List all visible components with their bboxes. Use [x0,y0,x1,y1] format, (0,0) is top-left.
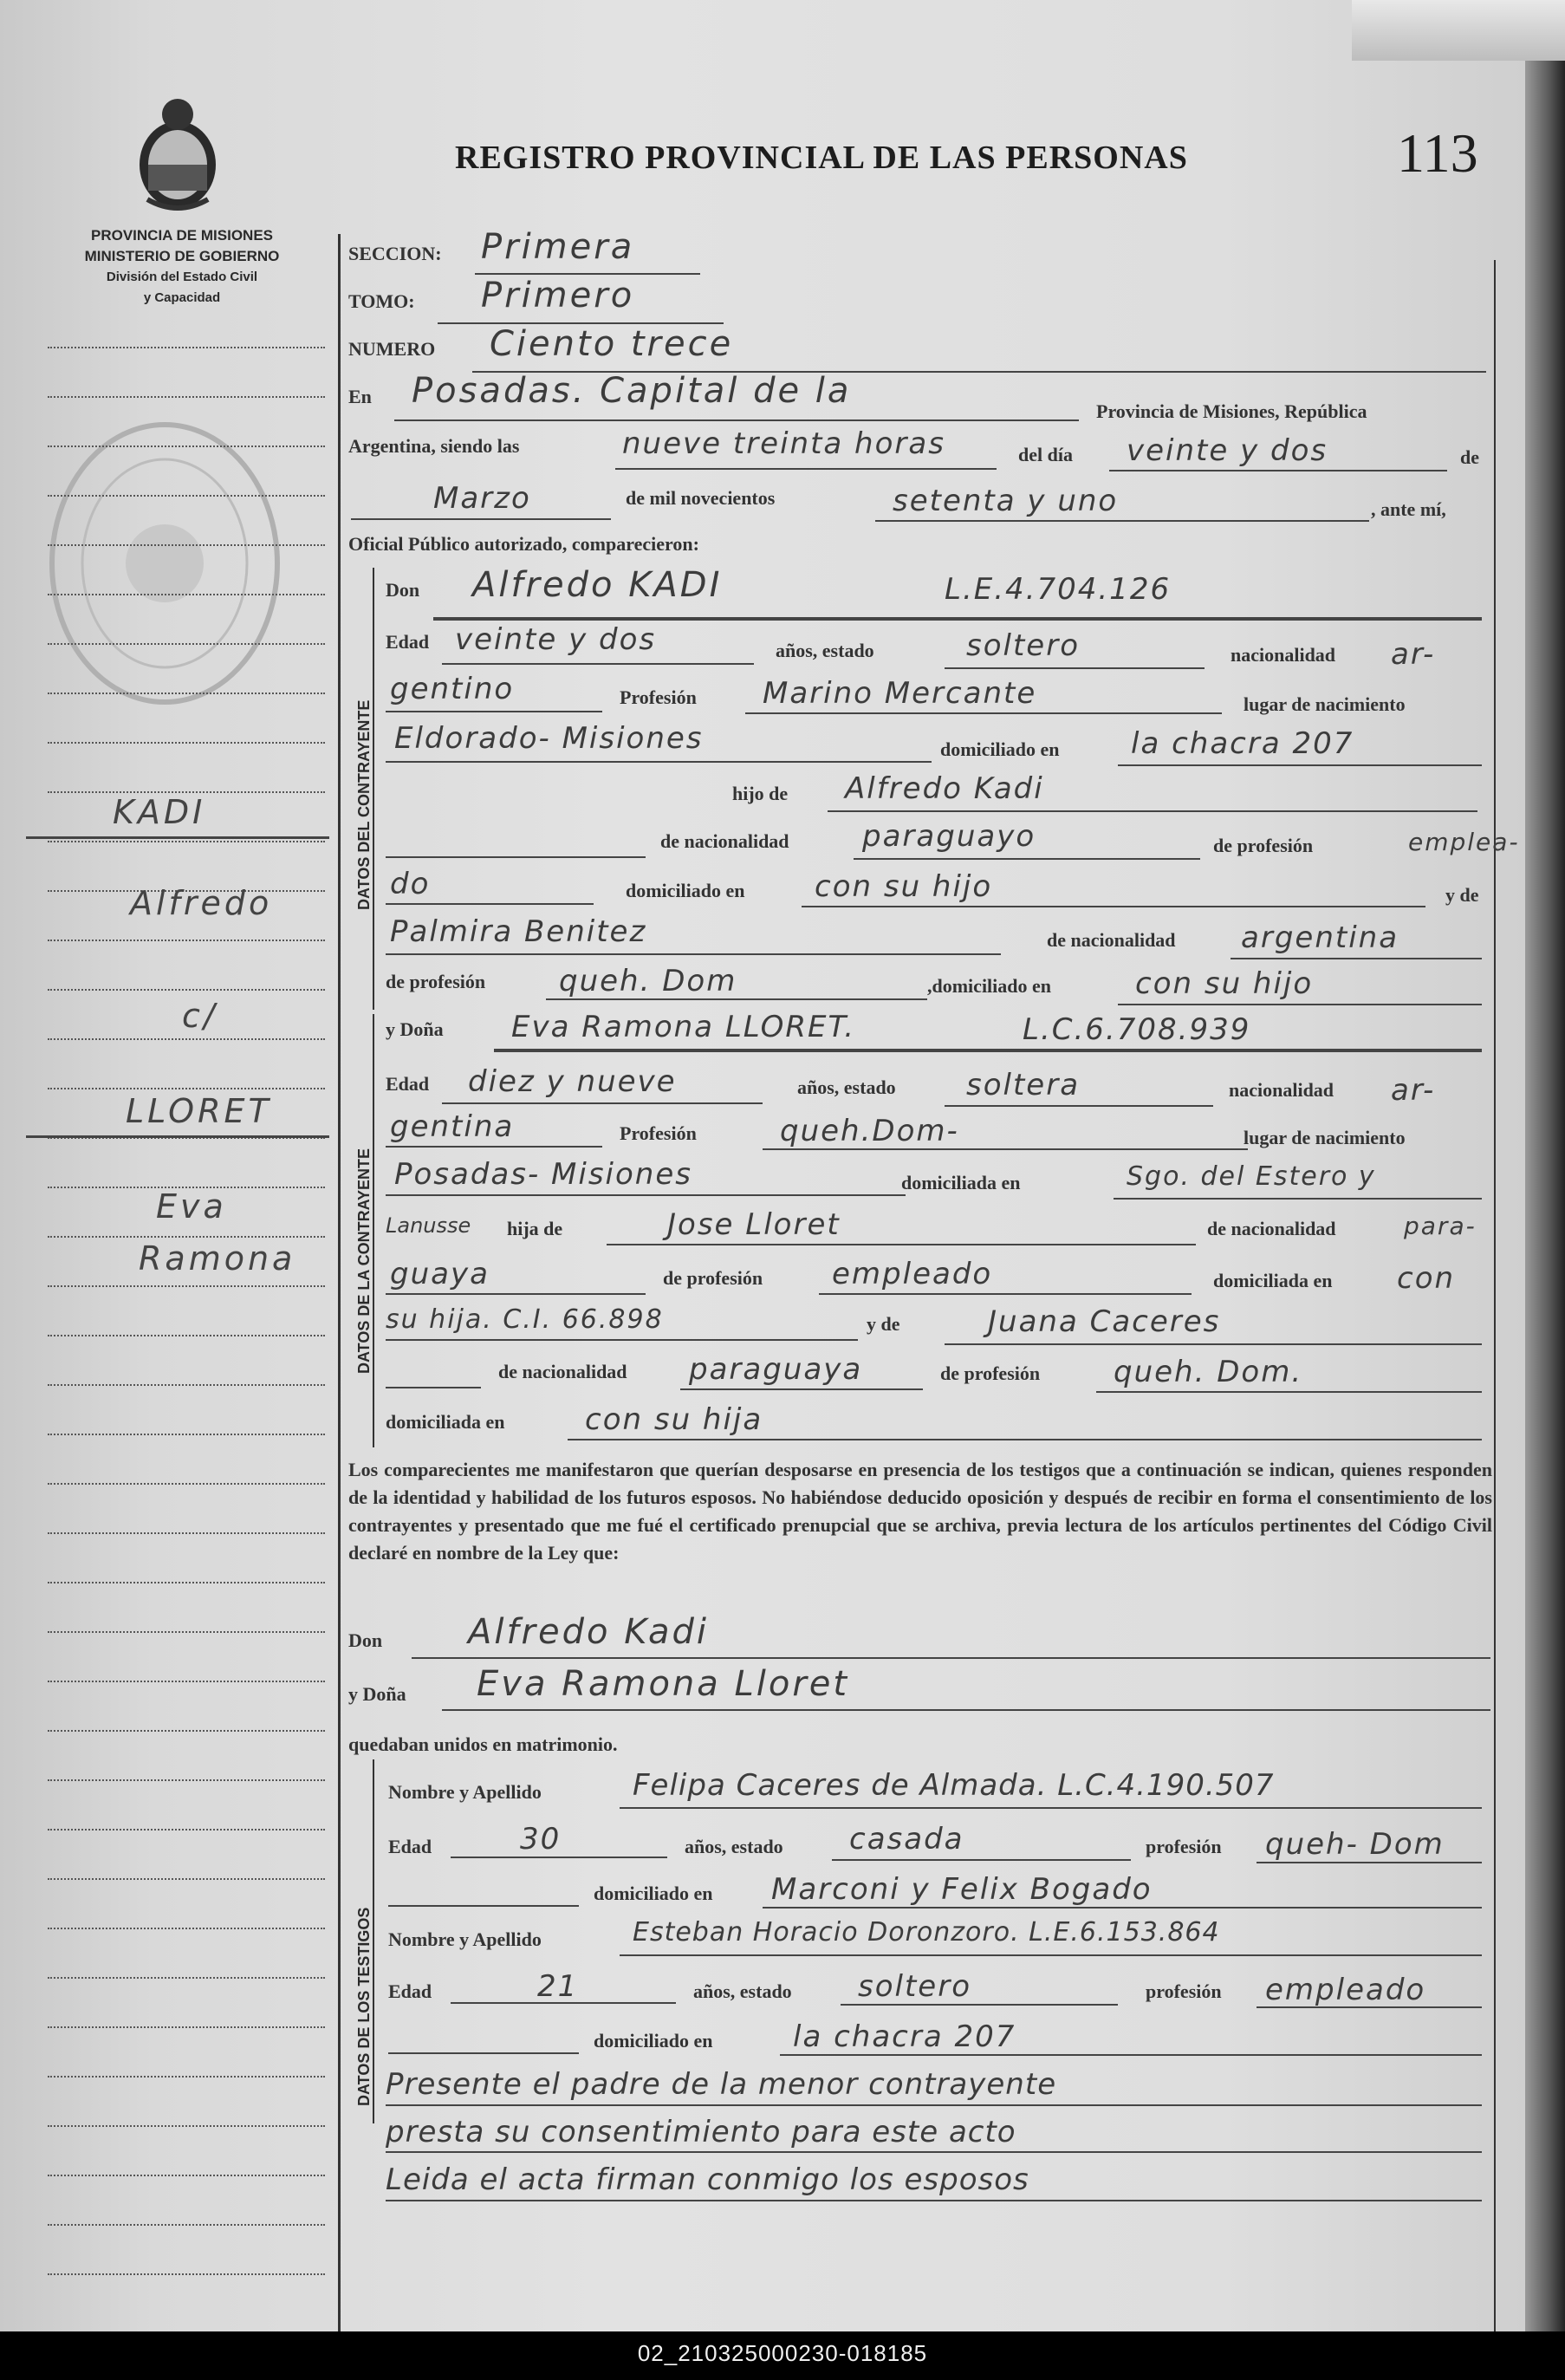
estado1-label: años, estado [776,640,874,661]
dona-doc: L.C.6.708.939 [1023,1012,1251,1047]
datos-testigos-label: DATOS DE LOS TESTIGOS [355,1907,373,2106]
dom2a-value: Sgo. del Estero y [1127,1161,1376,1192]
prof1-value: Marino Mercante [763,676,1037,711]
margin-rule-line [48,1582,325,1583]
margin-rule-line [48,989,325,991]
seccion-label: SECCION: [348,243,442,264]
madre2-dom-label: domiciliada en [386,1411,505,1433]
madre2-prof-label: de profesión [940,1362,1041,1384]
dom2-label: domiciliada en [901,1172,1021,1193]
t2-estado-label: años, estado [693,1980,792,2002]
t1-nombre-label: Nombre y Apellido [388,1781,542,1803]
ministry-line-1: PROVINCIA DE MISIONES [90,227,273,244]
nac2-label: nacionalidad [1229,1079,1334,1101]
madre1-dom-label: ,domiciliado en [927,975,1052,997]
t1-estado-label: años, estado [685,1836,783,1857]
t2-nombre-label: Nombre y Apellido [388,1928,542,1950]
tomo-label: TOMO: [348,290,415,312]
page-stack [1352,0,1565,61]
book-edge [1525,26,1565,2331]
madre1-prof-label: de profesión [386,971,486,992]
margin-rule-line [48,1681,325,1682]
padre2-dom-label: domiciliada en [1213,1270,1333,1291]
padre1-prof-a: emplea- [1408,828,1520,856]
official-seal [43,416,295,728]
don-name: Alfredo KADI [472,565,723,605]
ministry-line-2: MINISTERIO DE GOBIERNO [84,248,280,264]
t1-dom-value: Marconi y Felix Bogado [771,1872,1153,1907]
t1-edad-value: 30 [520,1822,562,1857]
margin-rule-line [48,1977,325,1979]
t2-nombre-value: Esteban Horacio Doronzoro. L.E.6.153.864 [633,1917,1220,1948]
oficial-label: Oficial Público autorizado, comparecieron: [348,533,699,555]
margin-rule-line [48,940,325,941]
margin-rule-line [48,1631,325,1633]
madre1-dom-value: con su hijo [1135,966,1314,1001]
argentina-label: Argentina, siendo las [348,435,520,457]
decl-don-label: Don [348,1629,383,1651]
mes-value: Marzo [433,481,531,516]
don-label: Don [386,579,420,601]
t1-dom-label: domiciliado en [594,1883,713,1904]
margin-rule-line [48,1483,325,1485]
padre1-dom-label: domiciliado en [626,880,745,901]
padre2-prof-value: empleado [832,1257,993,1291]
numero-label: NUMERO [348,338,436,360]
provincia-label: Provincia de Misiones, República [1096,400,1367,422]
margin-rule-line [48,2273,325,2275]
lugar1-value: Eldorado- Misiones [394,721,704,756]
dom2b-value: Lanusse [386,1213,471,1238]
margin-rule-line [48,594,325,595]
margin-rule-line [48,1878,325,1880]
padre1-dom-value: con su hijo [815,869,993,904]
decl-don-value: Alfredo Kadi [468,1612,710,1652]
margin-rule-line [48,742,325,744]
edad2-label: Edad [386,1073,430,1095]
padre1-prof-b: do [390,867,431,901]
ante-mi-label: , ante mí, [1371,498,1446,520]
padre2-dom-b: su hija. C.I. 66.898 [386,1304,664,1335]
hija-label: hija de [507,1218,563,1239]
y-de2-label: y de [867,1313,900,1335]
margin-rule-line [48,2175,325,2176]
margin-connector: c/ [182,997,218,1035]
padre1-nac-value: paraguayo [862,819,1036,854]
margin-rule-line [48,1928,325,1929]
padre2-prof-label: de profesión [663,1267,763,1289]
dom1-value: la chacra 207 [1131,726,1354,761]
t1-edad-label: Edad [388,1836,432,1857]
t2-dom-label: domiciliado en [594,2030,713,2052]
estado2-value: soltera [966,1068,1081,1102]
dia-value: veinte y dos [1127,433,1328,468]
hijo-label: hijo de [732,783,789,804]
margin-rule-line [48,1779,325,1781]
madre2-nac-value: paraguaya [689,1352,863,1387]
margin-rule-line [48,643,325,645]
tomo-value: Primero [481,276,635,315]
margin-rule-line [48,1335,325,1336]
padre2-nac-label: de nacionalidad [1207,1218,1336,1239]
t2-dom-value: la chacra 207 [793,2019,1016,2054]
prof2-label: Profesión [620,1122,697,1144]
t2-prof-value: empleado [1265,1973,1426,2007]
y-de-label: y de [1445,884,1479,906]
madre2-prof-value: queh. Dom. [1114,1355,1303,1389]
margin-name-2a: Eva [156,1187,227,1226]
page-title: REGISTRO PROVINCIAL DE LAS PERSONAS [455,140,1188,176]
page-number: 113 [1397,122,1478,184]
edad2-value: diez y nueve [468,1064,677,1099]
hora-value: nueve treinta horas [622,426,945,461]
margin-rule-line [48,1038,325,1040]
del-dia-label: del día [1018,444,1073,465]
t2-estado-value: soltero [858,1969,971,2004]
padre2-dom-a: con [1397,1261,1456,1296]
ministry-line-3: División del Estado Civil [106,270,258,284]
t1-nombre-value: Felipa Caceres de Almada. L.C.4.190.507 [633,1768,1275,1803]
estado1-value: soltero [966,628,1080,663]
en-value: Posadas. Capital de la [412,371,852,411]
lugar2-value: Posadas- Misiones [394,1157,692,1192]
en-label: En [348,386,372,407]
edad1-value: veinte y dos [455,622,657,657]
nac1b-value: gentino [390,672,515,706]
dom1-label: domiciliado en [940,738,1060,760]
nac1a-value: ar- [1391,637,1436,672]
madre1-nac-label: de nacionalidad [1047,929,1176,951]
margin-rule [338,234,341,2331]
madre1-nac-value: argentina [1241,920,1399,955]
declaration-paragraph: Los comparecientes me manifestaron que querían desposarse en presencia de los testigos que a continuación se indican, quienes responden de la identidad y habilidad de los futuros esposos. No habiéndose deducido oposición y después de recibir en forma el consentimiento de los contrayentes y presentado que me fué el certificado prenupcial que se archiva, previa lectura de los artículos pertinentes del Código Civil declaré en nombre de la Ley que: [348,1459,1492,1564]
de-label: de [1460,446,1479,468]
margin-rule-line [48,1730,325,1732]
padre1-nac-label: de nacionalidad [660,830,789,852]
t2-edad-label: Edad [388,1980,432,2002]
margin-rule-line [48,544,325,546]
margin-rule-line [48,1384,325,1386]
margin-surname-1: KADI [113,793,206,831]
dona-name: Eva Ramona LLORET. [511,1010,856,1044]
margin-rule-line [48,693,325,694]
note-line-3: Leida el acta firman conmigo los esposos [386,2162,1029,2197]
quedaban-label: quedaban unidos en matrimonio. [348,1733,618,1755]
margin-rule-line [48,1285,325,1287]
margin-rule-line [48,1532,325,1534]
madre2-value: Juana Caceres [988,1304,1221,1339]
margin-rule-line [48,2026,325,2028]
padre2-value: Jose Lloret [667,1207,841,1242]
margin-surname-2: LLORET [126,1092,272,1130]
padre1-value: Alfredo Kadi [845,771,1044,806]
padre1-prof-label: de profesión [1213,835,1314,856]
margin-rule-line [48,1088,325,1089]
seccion-value: Primera [481,227,635,267]
decl-dona-label: y Doña [348,1683,406,1705]
madre1-value: Palmira Benitez [390,914,647,949]
madre1-prof-value: queh. Dom [559,964,737,998]
datos-contrayente-label: DATOS DEL CONTRAYENTE [355,699,373,910]
nac2a-value: ar- [1391,1073,1436,1108]
margin-rule-line [48,396,325,398]
dona-label: y Doña [386,1018,444,1040]
nac1-label: nacionalidad [1231,644,1336,666]
de-mil-label: de mil novecientos [626,487,776,509]
lugar2-label: lugar de nacimiento [1244,1127,1406,1148]
t2-edad-value: 21 [537,1969,579,2004]
margin-rule-line [48,495,325,497]
edad1-label: Edad [386,631,430,653]
margin-name-2b: Ramona [139,1239,296,1278]
margin-rule-line [48,1434,325,1435]
note-line-1: Presente el padre de la menor contrayente [386,2067,1057,2102]
margin-rule-line [48,2076,325,2078]
margin-rule-line [48,2125,325,2127]
prof1-label: Profesión [620,686,697,708]
t2-prof-label: profesión [1146,1980,1222,2002]
footer-image-id: 02_210325000230-018185 [637,2340,928,2366]
t1-estado-value: casada [849,1822,964,1857]
margin-rule-line [48,347,325,348]
t1-prof-value: queh- Dom [1265,1827,1445,1862]
madre2-nac-label: de nacionalidad [498,1361,627,1382]
right-rule [1494,260,1496,2331]
t1-prof-label: profesión [1146,1836,1222,1857]
coat-of-arms-icon [130,87,225,217]
ano-value: setenta y uno [893,484,1119,518]
margin-rule-line [48,1829,325,1831]
don-doc: L.E.4.704.126 [945,572,1172,607]
margin-rule-line [48,1236,325,1238]
padre2-nac-b: guaya [390,1257,490,1291]
numero-value: Ciento trece [490,324,734,364]
nac2b-value: gentina [390,1109,515,1144]
prof2-value: queh.Dom- [780,1114,959,1148]
madre2-dom-value: con su hija [585,1402,763,1437]
estado2-label: años, estado [797,1076,896,1098]
margin-rule-line [48,2224,325,2226]
lugar1-label: lugar de nacimiento [1244,693,1406,715]
margin-name-1: Alfredo [130,884,273,922]
datos-la-contrayente-label: DATOS DE LA CONTRAYENTE [355,1148,373,1374]
margin-rule-line [48,841,325,842]
ministry-line-4: y Capacidad [143,290,221,305]
note-line-2: presta su consentimiento para este acto [386,2115,1016,2149]
decl-dona-value: Eva Ramona Lloret [477,1664,850,1704]
margin-rule-line [48,445,325,447]
padre2-nac-a: para- [1404,1212,1477,1240]
